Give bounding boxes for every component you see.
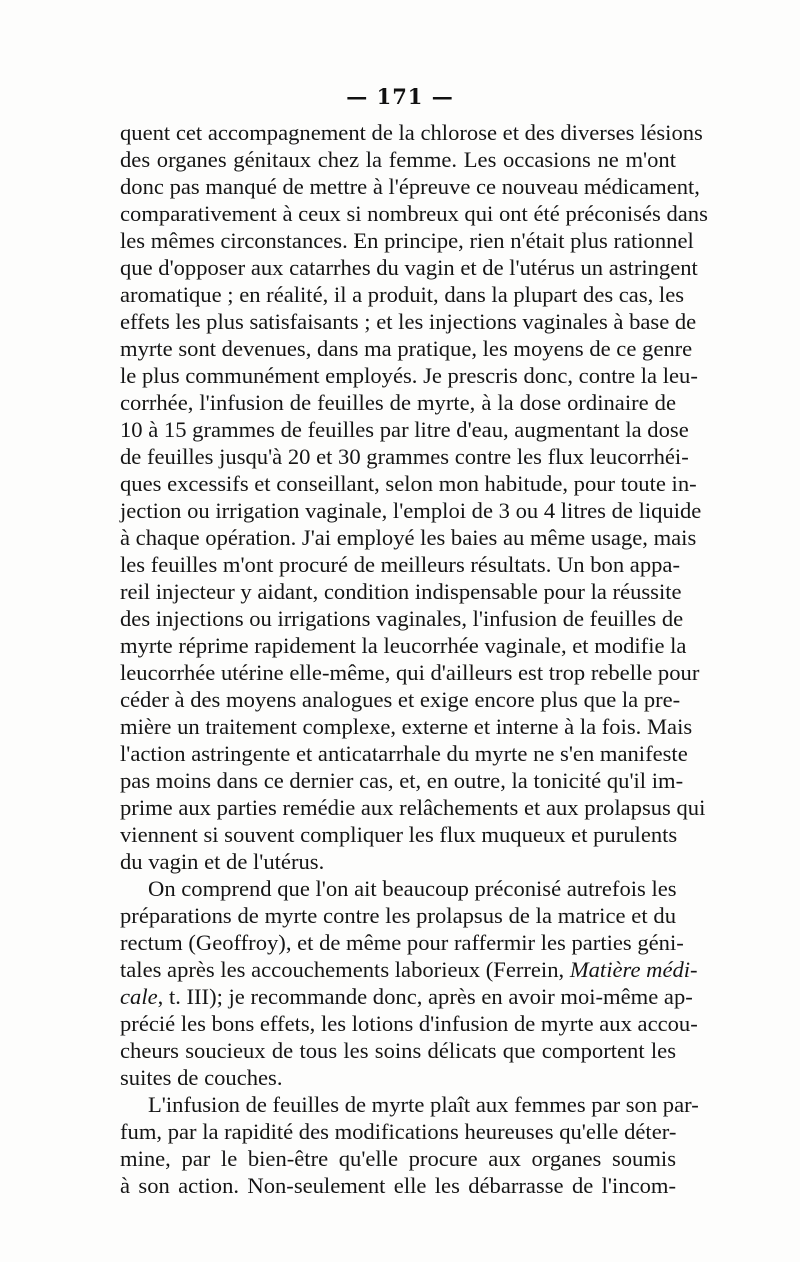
paragraph-1 (120, 119, 708, 875)
paragraph-3 (120, 1091, 699, 1199)
text-line: quent cet accompagnement de la chlorose et des diverses lésions (120, 120, 703, 145)
text-line: des organes génitaux chez la femme. Les occasions ne m'ont (120, 147, 676, 172)
italic-reference: cale (120, 984, 158, 1009)
text-line: 10 à 15 grammes de feuilles par litre d'eau, augmentant la dose (120, 417, 689, 442)
text-line: reil injecteur y aidant, condition indispensable pour la réussite (120, 579, 682, 604)
text-line: On comprend que l'on ait beaucoup préconisé autrefois les (148, 876, 677, 901)
text-line: prime aux parties remédie aux relâchements et aux prolapsus qui (120, 795, 706, 820)
text-line: donc pas manqué de mettre à l'épreuve ce nouveau médicament, (120, 174, 700, 199)
text-line: pas moins dans ce dernier cas, et, en outre, la tonicité qu'il im- (120, 768, 684, 793)
text-line: le plus communément employés. Je prescris donc, contre la leu- (120, 363, 698, 388)
text-segment: , t. III); je recommande donc, après en avoir moi-même ap- (157, 984, 693, 1009)
text-line: mière un traitement complexe, externe et interne à la fois. Mais (120, 714, 693, 739)
text-line: aromatique ; en réalité, il a produit, dans la plupart des cas, les (120, 282, 685, 307)
text-line: cheurs soucieux de tous les soins délicats que comportent les (120, 1038, 676, 1063)
text-line: les feuilles m'ont procuré de meilleurs résultats. Un bon appa- (120, 552, 680, 577)
body-text (120, 119, 708, 1199)
text-line: du vagin et de l'utérus. (120, 849, 325, 874)
text-line: corrhée, l'infusion de feuilles de myrte, à la dose ordinaire de (120, 390, 676, 415)
text-segment: tales après les accouchements laborieux (Ferrein, (120, 957, 570, 982)
text-line: les mêmes circonstances. En principe, rien n'était plus rationnel (120, 228, 694, 253)
text-line: myrte sont devenues, dans ma pratique, les moyens de ce genre (120, 336, 693, 361)
italic-reference: Matière médi- (569, 957, 698, 982)
text-line: L'infusion de feuilles de myrte plaît aux femmes par son par- (148, 1092, 699, 1117)
text-line: rectum (Geoffroy), et de même pour raffermir les parties géni- (120, 930, 684, 955)
text-line: mine, par le bien-être qu'elle procure aux organes soumis (120, 1146, 676, 1171)
text-line: leucorrhée utérine elle-même, qui d'ailleurs est trop rebelle pour (120, 660, 700, 685)
paragraph-2 (120, 875, 698, 1091)
text-line: que d'opposer aux catarrhes du vagin et de l'utérus un astringent (120, 255, 698, 280)
text-line: précié les bons effets, les lotions d'infusion de myrte aux accou- (120, 1011, 698, 1036)
text-line: à chaque opération. J'ai employé les baies au même usage, mais (120, 525, 697, 550)
text-line: céder à des moyens analogues et exige encore plus que la pre- (120, 687, 681, 712)
text-line: viennent si souvent compliquer les flux muqueux et purulents (120, 822, 678, 847)
text-line: l'action astringente et anticatarrhale du myrte ne s'en manifeste (120, 741, 688, 766)
text-line: effets les plus satisfaisants ; et les injections vaginales à base de (120, 309, 697, 334)
text-line: préparations de myrte contre les prolapsus de la matrice et du (120, 903, 676, 928)
page-number: — 171 — (346, 84, 454, 109)
text-line: ques excessifs et conseillant, selon mon habitude, pour toute in- (120, 471, 697, 496)
text-line: myrte réprime rapidement la leucorrhée vaginale, et modifie la (120, 633, 687, 658)
text-line: des injections ou irrigations vaginales, l'infusion de feuilles de (120, 606, 684, 631)
text-line-with-reference (120, 956, 698, 983)
text-line: fum, par la rapidité des modifications heureuses qu'elle déter- (120, 1119, 677, 1144)
text-line: comparativement à ceux si nombreux qui ont été préconisés dans (120, 201, 708, 226)
text-line: jection ou irrigation vaginale, l'emploi de 3 ou 4 litres de liquide (120, 498, 702, 523)
text-line: de feuilles jusqu'à 20 et 30 grammes contre les flux leucorrhéi- (120, 444, 689, 469)
text-line: suites de couches. (120, 1065, 283, 1090)
text-line: à son action. Non-seulement elle les débarrasse de l'incom- (120, 1173, 676, 1198)
text-line-with-reference (120, 983, 693, 1010)
